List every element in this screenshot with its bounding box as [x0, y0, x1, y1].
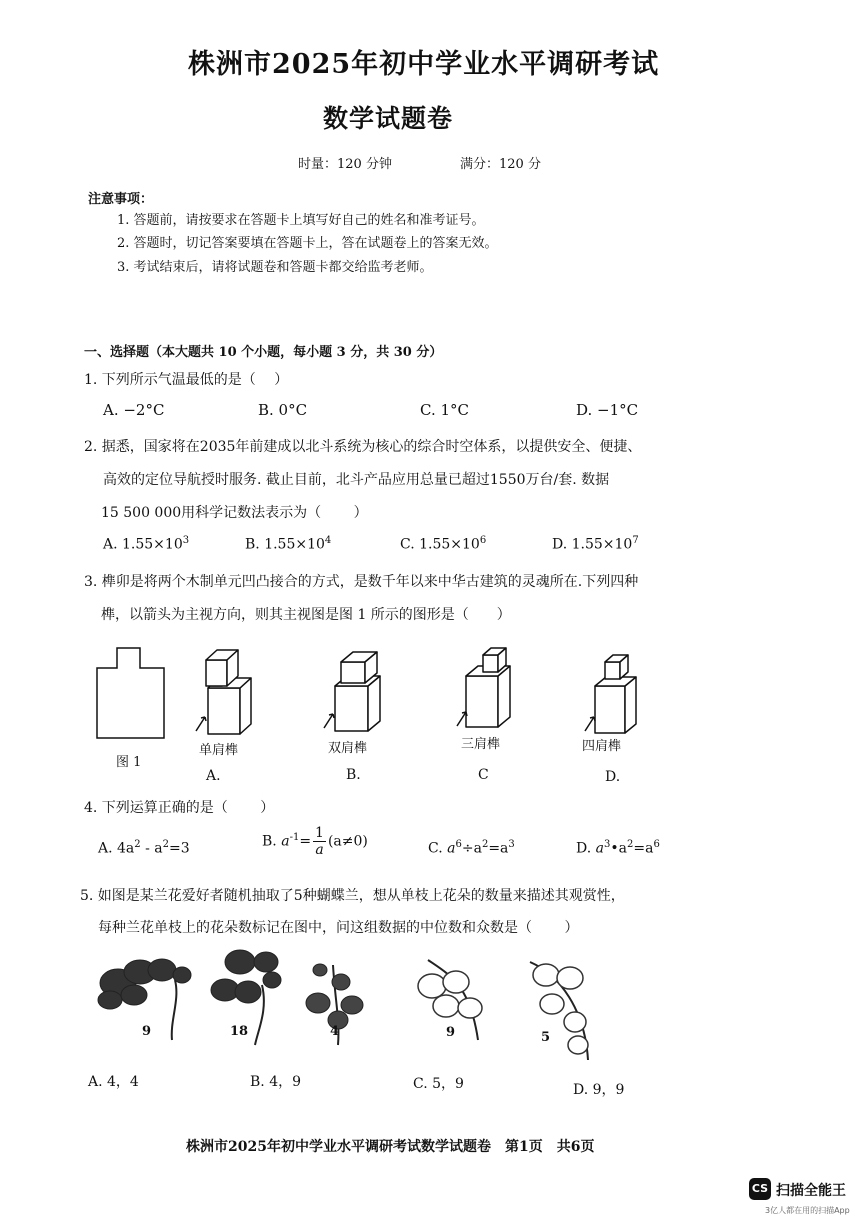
option-b: B. 4，9 — [250, 1074, 302, 1090]
exam-subtitle: 数学试题卷 — [323, 104, 454, 133]
note-item: 3. 考试结束后，请将试题卷和答题卡都交给监考老师。 — [117, 260, 433, 275]
arrow-b — [324, 714, 334, 728]
flower-count: 5 — [541, 1030, 551, 1045]
figure-1-front-view — [97, 648, 164, 738]
exam-title: 株洲市2025年初中学业水平调研考试 — [188, 49, 660, 80]
option-c: C. $1.55\times 10^6$ — [400, 535, 487, 553]
shape-b-double-shoulder — [335, 652, 380, 731]
shape-letter: B. — [346, 767, 361, 783]
flower-count: 9 — [142, 1024, 152, 1039]
option-b: B. $a^{-1}=$ $\frac{1}{a}$ (a≠0) — [262, 825, 368, 858]
scanner-logo-icon: CS — [749, 1178, 771, 1200]
shape-c-triple-shoulder — [466, 648, 510, 727]
note-item: 2. 答题时，切记答案要填在答题卡上，答在试题卷上的答案无效。 — [117, 236, 498, 251]
shape-name: 三肩榫 — [461, 737, 501, 752]
option-c: C. 5，9 — [413, 1076, 464, 1092]
shape-name: 四肩榫 — [582, 739, 622, 754]
section-heading: 一、选择题（本大题共 10 个小题，每小题 3 分，共 30 分） — [84, 345, 443, 360]
shape-d-quad-shoulder — [595, 655, 636, 733]
question-stem-line: 3. 榫卯是将两个木制单元凹凸接合的方式，是数千年以来中华古建筑的灵魂所在.下列四种 — [84, 574, 639, 590]
note-item: 1. 答题前，请按要求在答题卡上填写好自己的姓名和准考证号。 — [117, 213, 485, 228]
question-stem-line: 15 500 000用科学记数法表示为（ ） — [101, 505, 368, 521]
shape-letter: D. — [605, 769, 621, 785]
option-a: A. $1.55\times 10^3$ — [103, 535, 190, 553]
option-c: C. $a^6\div a^2=a^3$ — [428, 839, 515, 857]
option-b: B. 0°C — [258, 401, 308, 419]
shape-a-single-shoulder — [206, 650, 251, 734]
scanner-brand: 扫描全能王 — [776, 1183, 846, 1199]
option-d: D. $1.55\times 10^7$ — [552, 535, 639, 553]
flower-count: 4 — [330, 1024, 340, 1039]
question-stem-line: 5. 如图是某兰花爱好者随机抽取了5种蝴蝶兰，想从单枝上花朵的数量来描述其观赏性， — [80, 888, 625, 904]
option-c: C. 1°C — [420, 401, 469, 419]
flower-count: 18 — [230, 1024, 249, 1039]
time-label: 时量：120 分钟 — [298, 157, 392, 172]
shape-name: 单肩榫 — [199, 743, 239, 758]
option-d: D. $a^3•a^2=a^6$ — [576, 839, 660, 857]
page-footer: 株洲市2025年初中学业水平调研考试数学试题卷 第1页 共6页 — [186, 1139, 595, 1155]
question-stem-line: 高效的定位导航授时服务. 截止目前，北斗产品应用总量已超过1550万台/套. 数据 — [103, 472, 610, 488]
question-stem-line: 榫，以箭头为主视方向，则其主视图是图 1 所示的图形是（ ） — [101, 607, 511, 623]
option-a: A. 4，4 — [88, 1074, 139, 1090]
question-stem-line: 每种兰花单枝上的花朵数标记在图中，问这组数据的中位数和众数是（ ） — [98, 920, 579, 936]
option-d: D. −1°C — [576, 401, 639, 419]
shape-letter: C — [478, 767, 489, 783]
question-stem: 1. 下列所示气温最低的是（ ） — [84, 372, 289, 388]
option-a: A. −2°C — [103, 401, 165, 419]
figure-1-label: 图 1 — [116, 755, 142, 770]
arrow-d — [585, 717, 595, 731]
orchid-5 — [530, 962, 588, 1060]
shape-letter: A. — [206, 768, 221, 784]
notes-heading: 注意事项： — [88, 192, 154, 207]
shape-name: 双肩榫 — [328, 741, 368, 756]
arrow-a — [196, 717, 206, 731]
option-d: D. 9，9 — [573, 1082, 625, 1098]
option-b: B. $1.55\times 10^4$ — [245, 535, 332, 553]
flower-count: 9 — [446, 1025, 456, 1040]
question-stem-line: 2. 据悉，国家将在2035年前建成以北斗系统为核心的综合时空体系，以提供安全、便捷、 — [84, 439, 642, 455]
scanner-tagline: 3亿人都在用的扫描App — [765, 1206, 850, 1215]
score-label: 满分：120 分 — [460, 157, 541, 172]
option-a: A. $4a^2 - a^2=3$ — [98, 839, 190, 857]
question-stem: 4. 下列运算正确的是（ ） — [84, 800, 275, 816]
